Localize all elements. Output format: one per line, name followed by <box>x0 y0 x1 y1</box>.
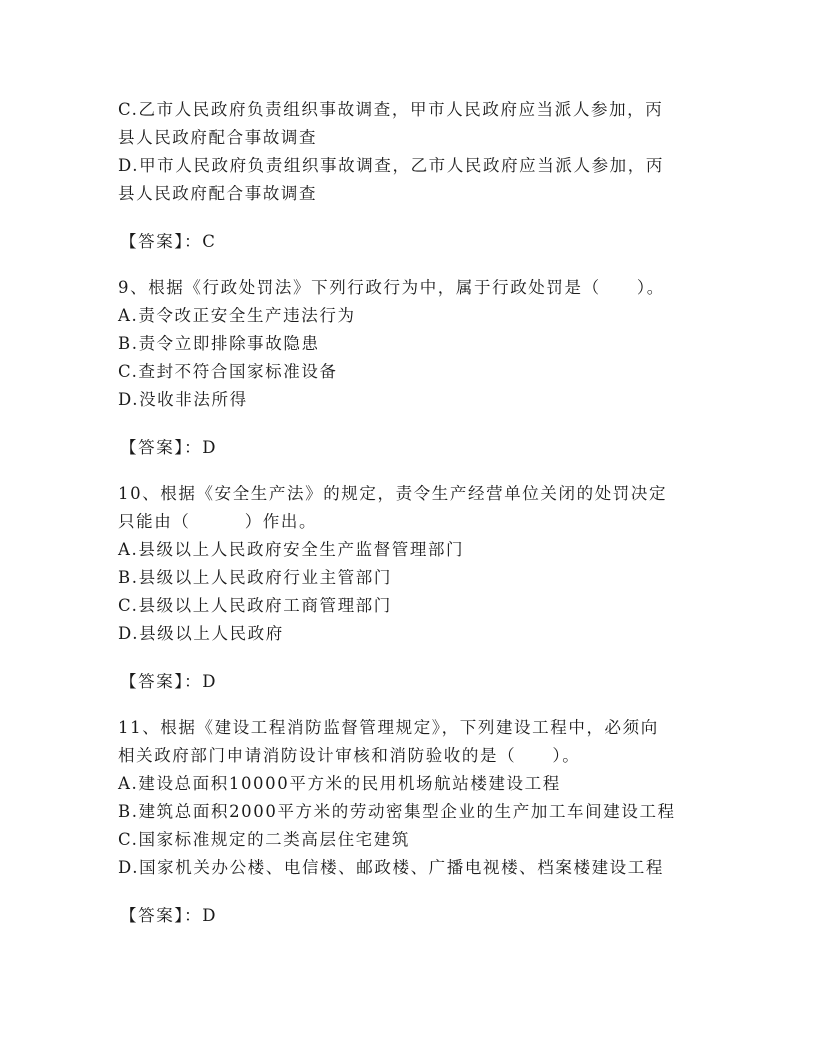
option-d: D.县级以上人民政府 <box>118 624 284 643</box>
answer-11: 【答案】：D <box>120 906 218 925</box>
option-c: C.县级以上人民政府工商管理部门 <box>118 596 392 615</box>
option-b: B.县级以上人民政府行业主管部门 <box>118 568 392 587</box>
question-stem-line-2: 相关政府部门申请消防设计审核和消防验收的是（ ）。 <box>118 746 581 765</box>
option-d-line-1: D.甲市人民政府负责组织事故调查，乙市人民政府应当派人参加，丙 <box>118 156 664 175</box>
document-page <box>118 96 718 930</box>
option-a: A.县级以上人民政府安全生产监督管理部门 <box>118 540 465 559</box>
option-a: A.建设总面积10000平方米的民用机场航站楼建设工程 <box>118 774 561 793</box>
option-a: A.责令改正安全生产违法行为 <box>118 306 356 325</box>
answer-9: 【答案】：D <box>120 438 218 457</box>
question-stem-line-1: 10、根据《安全生产法》的规定，责令生产经营单位关闭的处罚决定 <box>118 484 668 503</box>
option-b: B.建筑总面积2000平方米的劳动密集型企业的生产加工车间建设工程 <box>118 802 676 821</box>
question-stem-line-1: 11、根据《建设工程消防监督管理规定》，下列建设工程中，必须向 <box>118 718 659 737</box>
option-c-line-2: 县人民政府配合事故调查 <box>118 128 318 147</box>
question-stem-line-2: 只能由（ ）作出。 <box>118 512 318 531</box>
question-9 <box>118 274 718 414</box>
answer-prev: 【答案】：C <box>120 232 217 251</box>
question-stem: 9、根据《行政处罚法》下列行政行为中，属于行政处罚是（ ）。 <box>118 278 665 297</box>
option-c: C.查封不符合国家标准设备 <box>118 362 338 381</box>
answer-10: 【答案】：D <box>120 672 218 691</box>
option-d-line-2: 县人民政府配合事故调查 <box>118 184 318 203</box>
option-d: D.国家机关办公楼、电信楼、邮政楼、广播电视楼、档案楼建设工程 <box>118 858 664 877</box>
question-11 <box>118 714 718 882</box>
question-10 <box>118 480 718 648</box>
option-b: B.责令立即排除事故隐患 <box>118 334 320 353</box>
option-d: D.没收非法所得 <box>118 390 248 409</box>
prev-question <box>118 96 718 208</box>
option-c-line-1: C.乙市人民政府负责组织事故调查，甲市人民政府应当派人参加，丙 <box>118 100 664 119</box>
option-c: C.国家标准规定的二类高层住宅建筑 <box>118 830 410 849</box>
